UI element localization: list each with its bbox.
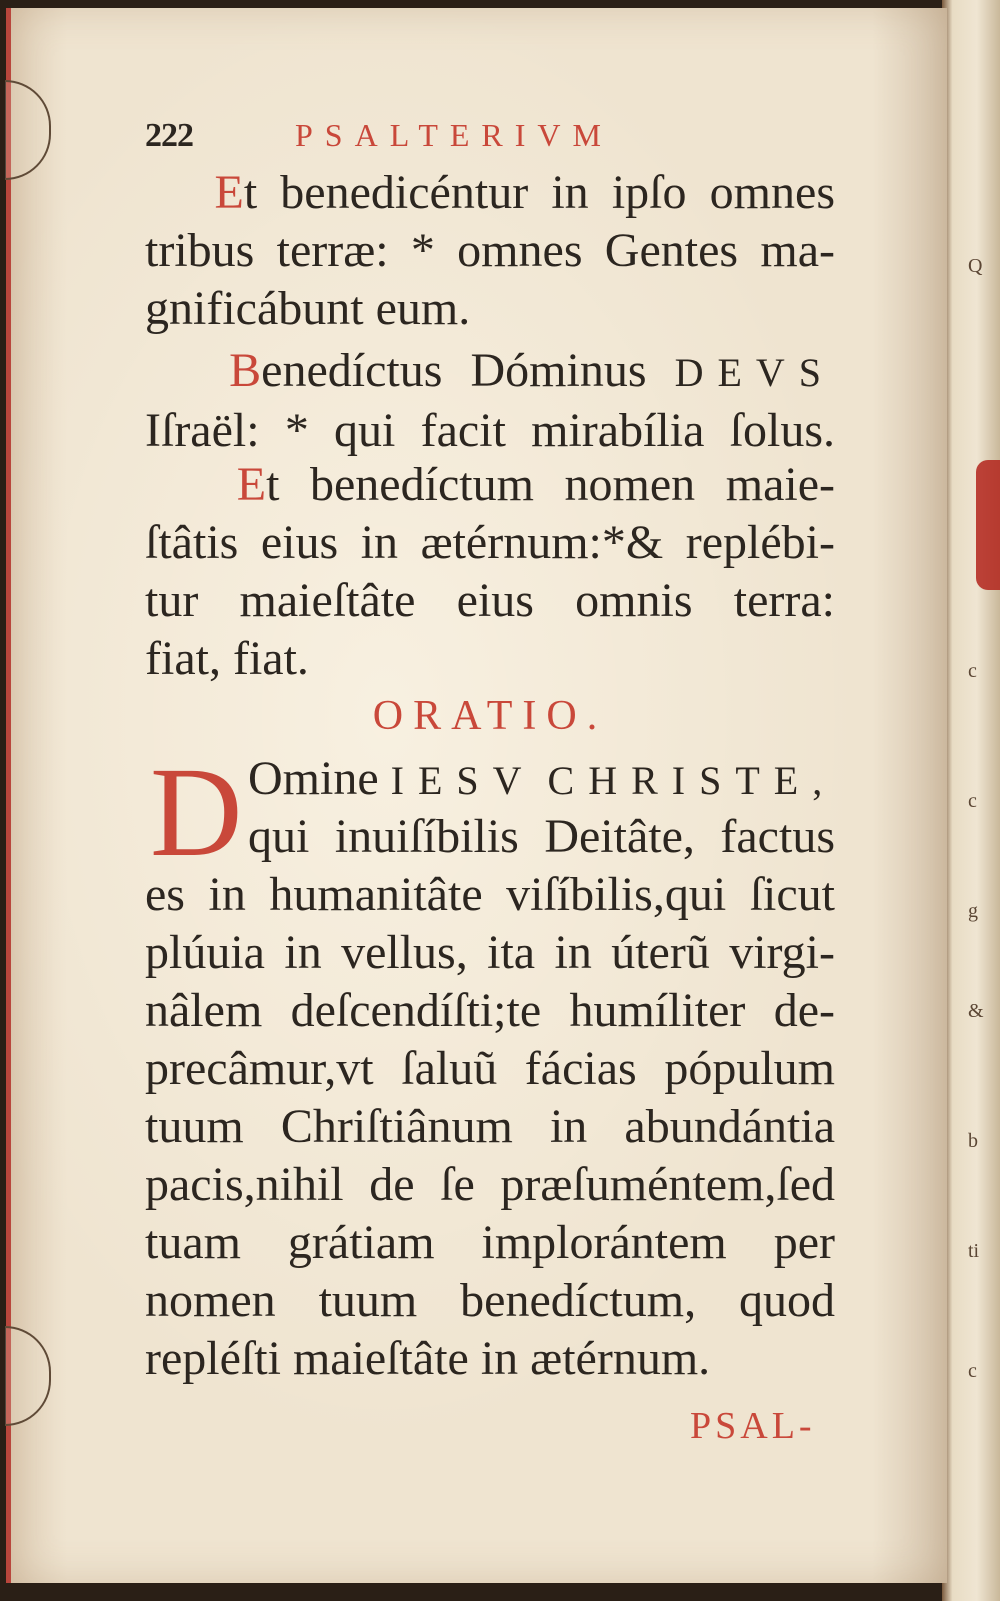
oratio-line: precâmur,vt ſaluũ fácias pópulum [145, 1042, 835, 1095]
verse-initial: E [236, 458, 267, 511]
oratio-line-0 [248, 750, 835, 810]
oratio-word: Omine [248, 752, 379, 805]
oratio-line: nâlem deſcendíſti;te humíliter de- [145, 984, 835, 1037]
oratio-line: pacis,nihil de ſe præſuméntem,ſed [145, 1158, 835, 1211]
verse-line: fiat, fiat. [145, 632, 309, 685]
oratio-line: tuam grátiam implorántem per [145, 1216, 835, 1269]
running-head: PSALTERIVM [295, 117, 613, 153]
oratio-heading: ORATIO. [372, 693, 608, 739]
edge-letter: c [968, 790, 977, 812]
edge-letter: g [968, 900, 978, 922]
verse-line: tribus terræ: * omnes Gentes ma- [145, 224, 835, 277]
edge-letter: b [968, 1130, 978, 1152]
verse-text: enedíctus Dóminus [261, 344, 647, 397]
verse-initial: B [229, 344, 262, 397]
verse-2 [145, 342, 835, 460]
verse-text: t benedicéntur in ipſo omnes [243, 166, 835, 219]
facing-page-red-initial [976, 460, 1000, 590]
verse-line: tur maieſtâte eius omnis terra: [145, 574, 835, 627]
verse-3 [145, 456, 835, 688]
edge-letter: c [968, 660, 977, 682]
oratio-line: plúuia in vellus, ita in úterũ virgi- [145, 926, 835, 979]
binding-clip [5, 80, 51, 180]
verse-line: gnificábunt eum. [145, 282, 471, 335]
verse-line [145, 456, 835, 514]
edge-letter: & [968, 1000, 984, 1022]
edge-letter: c [968, 1360, 977, 1382]
catchword: PSAL- [690, 1405, 816, 1447]
drop-cap: D [150, 741, 243, 883]
oratio-line: es in humanitâte viſíbilis,qui ſicut [145, 868, 835, 921]
smallcaps-deus: DEVS [674, 350, 836, 395]
oratio-second-line [248, 808, 835, 866]
book-gutter [942, 0, 1000, 1601]
verse-initial: E [214, 166, 244, 219]
verse-line: ſtâtis eius in ætérnum:*& replébi- [145, 516, 835, 569]
verse-line [145, 342, 835, 402]
smallcaps-iesu: IESV [390, 758, 536, 803]
oratio-first-line [248, 750, 835, 810]
smallcaps-christe: CHRISTE, [547, 758, 837, 803]
verse-line [145, 164, 835, 222]
oratio-line: nomen tuum benedíctum, quod [145, 1274, 835, 1327]
verse-line: Iſraël: * qui facit mirabília ſolus. [145, 404, 835, 457]
page-header [145, 117, 835, 167]
page-number: 222 [145, 117, 193, 154]
oratio-line: tuum Chriſtiânum in abundántia [145, 1100, 835, 1153]
verse-1 [145, 164, 835, 338]
oratio-line: repléſti maieſtâte in ætérnum. [145, 1332, 711, 1385]
binding-clip [5, 1326, 51, 1426]
edge-letter: Q [968, 255, 983, 277]
oratio-body [145, 866, 835, 1388]
oratio-line: qui inuiſíbilis Deitâte, factus [248, 810, 835, 863]
edge-letter: ti [968, 1240, 980, 1262]
verse-text: t benedíctum nomen maie- [266, 458, 835, 511]
